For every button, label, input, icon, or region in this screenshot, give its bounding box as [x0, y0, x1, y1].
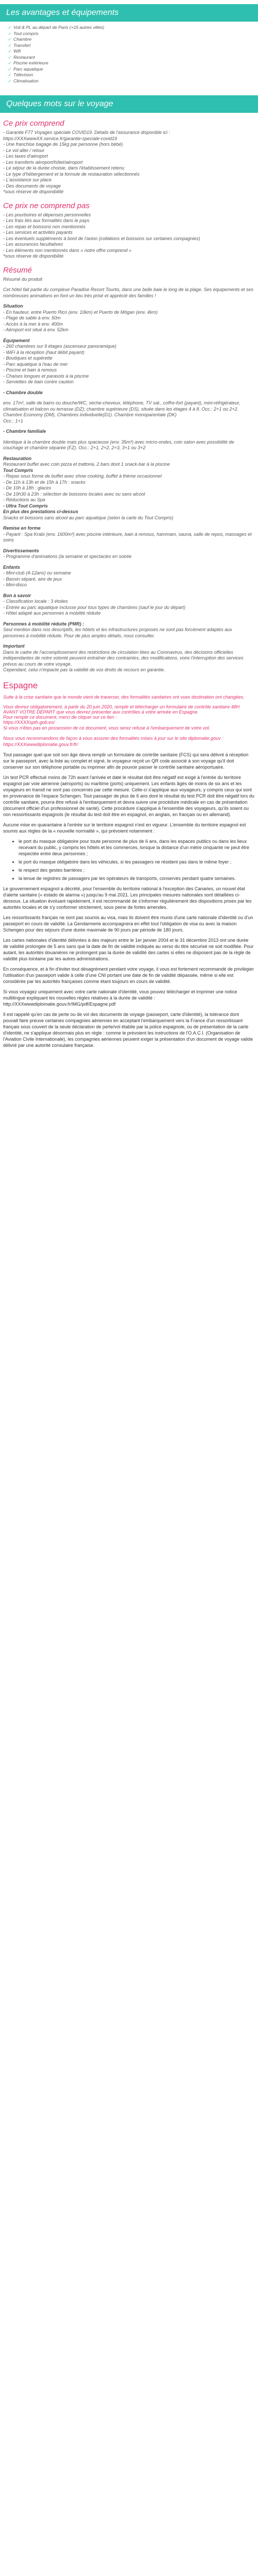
- situation-list: [3, 310, 255, 333]
- equipment-item: - Parc aquatique à l'eau de mer: [3, 361, 68, 367]
- price-include-item: - Le séjour de la durée choisie, dans l'établissement retenu: [3, 165, 124, 171]
- spain-alert-3: Pour remplir ce document, merci de cliquer sur ce lien :: [3, 714, 117, 720]
- situation-item: - En hauteur, entre Puerto Rico (env. 10km) et Puerto de Mógan (env. 4km): [3, 309, 158, 315]
- important-text-2: Cependant, celui n'impacte pas la validité de vos droits de recours en garantie.: [3, 667, 165, 672]
- equipment-item: - 260 chambres sur 9 étages (ascenseur panoramique): [3, 344, 117, 349]
- situation-item: - Accès à la mer à env. 400m: [3, 321, 63, 327]
- all-inclusive-item: - De 10h à 18h : glaces: [3, 485, 52, 490]
- price-exclude-item: - Les éléments non mentionnés dans « notre offre comprend »: [3, 247, 132, 253]
- ultra-subheading: En plus des prestations ci-dessus: [3, 509, 78, 514]
- spain-paragraph-3: Aucune mise en quarantaine à l'entrée sur le territoire espagnol n'est en vigueur. L'ensemble du territoire espagnol est soumis aux règles de la « nouvelle normalité », qui prévoient notamment :: [3, 822, 246, 834]
- situation-item: - Aéroport est situé à env. 52km: [3, 327, 69, 332]
- all-inclusive-list: [3, 473, 255, 503]
- equipment-item: - Piscine et bain à remous: [3, 367, 57, 372]
- price-include-item: https://XXXwwwXX.service.fr/garantie-speciale-covid19: [3, 135, 117, 141]
- kids-item: - Mini-club (4-12ans) ou semaine: [3, 570, 71, 575]
- all-inclusive-item: - De 11h à 13h et de 15h à 17h : snacks: [3, 479, 86, 485]
- advantage-item: ✓ Tout compris: [13, 31, 258, 37]
- rule-item: • le respect des gestes barrières ;: [19, 867, 255, 873]
- advantage-item: ✓ Transfert: [13, 43, 258, 49]
- good-to-know-list: [3, 599, 255, 617]
- words-banner: Quelques mots sur le voyage: [0, 95, 258, 113]
- restaurant-heading: Restauration: [3, 455, 32, 461]
- double-room-text: env. 17m², salle de bains ou douche/WC, sèche-cheveux, téléphone, TV sat., coffre-fort (payant), mini-réfrigérateur, climatisation et balcon ou terrasse (DZ); chambre supérieure (DS), située dans les étages 4 à 8. Occ.: 2+1 ou 2+2. Chambre Economy (DM), Chambres individuelle(D1). Chambre monoparentale (DK): [3, 400, 240, 417]
- spain-alert-2: Vous devrez obligatoirement, à partir du 20 juin 2020, remplir et télécharger un formulaire de contrôle sanitaire 48H AVANT VOTRE DÉPART que vous devrez présenter aux contrôles à votre arrivée en Espagne.: [3, 704, 240, 715]
- kids-item: - Mini-disco: [3, 582, 27, 587]
- price-include-item: - L'assistance sur place: [3, 177, 52, 182]
- pmr-text: Seul mention dans nos descriptifs, les hôtels et les infrastructures proposés ne sont pas forcément adaptés aux personnes à mobilité réduite. Pour de plus amples détails, nous consulter.: [3, 627, 232, 638]
- price-includes-list: [3, 130, 255, 195]
- price-include-item: *sous réserve de disponibilité: [3, 189, 64, 194]
- advantage-item: ✓ Télévision: [13, 72, 258, 78]
- price-exclude-item: *sous réserve de disponibilité: [3, 253, 64, 259]
- main-content: [0, 119, 258, 1048]
- price-include-item: - Des documents de voyage: [3, 183, 61, 189]
- spain-alert-1: Suite à la crise sanitaire que le monde vient de traverser, des formalités sanitaires ont vues destination ont changées.: [3, 694, 245, 700]
- advantage-item: ✓ Voil & PL au départ de Paris (+15 autres villes): [13, 25, 258, 31]
- kids-item: - Bassin séparé, aire de jeux: [3, 576, 62, 582]
- spain-alert-4: Si vous n'êtes pas en possession de ce document, vous serez refusé à l'embarquement de votre vol.: [3, 725, 211, 731]
- double-room-heading: - Chambre double: [3, 389, 43, 395]
- situation-heading: Situation: [3, 303, 23, 309]
- advantage-item: ✓ Chambre: [13, 37, 258, 43]
- restaurant-text: Restaurant buffet avec coin pizza et trattoria, 2 bars dont 1 snack-bar à la piscine: [3, 462, 170, 467]
- spain-paragraph-2: Un test PCR effectué moins de 72h avant l'arrivée et daté le résultat doit être négatif est exigé à l'entrée du territoire espagnol par voie aérienne (aéroports) ou maritime (ports) uniquement. Les enfants âgés de moins de six ans et les voyageurs en transit ne sont pas concernés par cette mesure. Celle-ci s'applique aux voyageurs, y compris ceux qui sont en provenance de l'espace Schengen. Tout passager de plus de 6 ans dont le résultat du test PCR doit être négatif lors du contrôle sanitaire, pourra être refusé à l'embarquement et devra suivre une procédure médicale en cas de présentation (document officiel d'un professionnel de santé). Cette procédure s'applique à l'ensemble des voyageurs, qu'ils soient ou non ressortissants espagnols (le résultat du test doit être en espagnol, en anglais, en français ou en allemand).: [3, 774, 254, 817]
- kids-heading: Enfants: [3, 564, 21, 570]
- advantages-list: [0, 25, 258, 84]
- price-exclude-item: - Les repas et boissons non mentionnés: [3, 224, 86, 229]
- all-inclusive-item: - De 10h30 à 23h : sélection de boissons locales avec ou sans alcool: [3, 491, 146, 497]
- spain-paragraph-9: Il est rappelé qu'en cas de perte ou de vol des documents de voyage (passeport, carte d'identité), la tolérance dont pouvait faire preuve certaines compagnies aériennes en acceptant l'embarquement vers la France d'un ressortissant français sous couvert de la seule déclaration de perte/vol établie par la police espagnole, ou de présentation de la carte d'identité, ne s'applique désormais plus en règle : comme le prévoient les instructions de l'O.A.C.I. (Organisation de l'Aviation Civile Internationale), les compagnies aériennes peuvent exiger la présentation d'un document de voyage valide délivré par une autorité consulaire française.: [3, 1011, 253, 1048]
- ultra-text: Snacks et boissons sans alcool au parc aquatique (selon la carte du Tout Compris): [3, 515, 173, 520]
- price-excludes-heading: Ce prix ne comprend pas: [3, 201, 90, 210]
- equipment-item: - Serviettes de bain contre caution: [3, 379, 74, 384]
- price-includes-heading: Ce prix comprend: [3, 119, 64, 128]
- kids-list: [3, 570, 255, 588]
- spain-paragraph-8: Si vous voyagez uniquement avec votre carte nationale d'identité, vous pouvez télécharger et imprimer une notice multilingue expliquant les nouvelles règles relatives à la durée de validité : http://XXXwwwdiplomatie.gouv.fr/IMG/pdf/Espagne.pdf: [3, 989, 237, 1007]
- wellness-text: - Payant : Spa Krabi (env. 1600m²) avec piscine intérieure, bain à remous, hammam, sauna, salle de repos, massages et soins: [3, 531, 252, 543]
- equipment-heading: Équipement: [3, 337, 30, 343]
- ultra-heading: - Ultra Tout Compris: [3, 503, 48, 509]
- good-to-know-heading: Bon à savoir: [3, 592, 31, 598]
- price-excludes-list: [3, 212, 255, 260]
- summary-heading: Résumé: [3, 265, 32, 275]
- all-inclusive-heading: Tout Compris: [3, 467, 34, 473]
- spain-heading: Espagne: [3, 680, 38, 690]
- price-include-item: - Une franchise bagage de 15kg par personne (hors bébé): [3, 142, 123, 147]
- equipment-list: [3, 344, 255, 385]
- equipment-item: - Boutiques et supérette: [3, 355, 53, 361]
- price-include-item: - Le type d'hébergement et la formule de restauration sélectionnés: [3, 171, 140, 177]
- rule-item: • le port du masque obligatoire pour toute personne de plus de 6 ans, dans les espaces publics ou dans les lieux recevant du public, y compris les hôtels et les commerces, lorsque la distance d'un mètre cinquante ne peut être respectée entre deux personnes ;: [19, 838, 255, 857]
- price-exclude-item: - Les assurances facultatives: [3, 242, 63, 247]
- family-room-heading: - Chambre familiale: [3, 429, 46, 434]
- price-exclude-item: - Les pourboires et dépenses personnelles: [3, 212, 91, 217]
- wellness-heading: Remise en forme: [3, 526, 41, 531]
- good-to-know-item: - Entrée au parc aquatique inclusse pour tous types de chambres (sauf le jour du départ): [3, 604, 186, 610]
- pmr-heading: Personnes à mobilité réduite (PMR) :: [3, 621, 85, 626]
- spain-paragraph-1: Tout passager quel que soit son âge devra remplir un formulaire de contrôle sanitaire (FCS) qui sera délivré à réception sur le passeport, avec la liste au complet et signé, le voyageur reçoit un QR code associé à son voyage qu'il doit conserver sur son téléphone portable ou imprimer afin de pouvoir passer le contrôle sanitaire aéroportuaire.: [3, 752, 249, 770]
- price-exclude-item: - Les frais liés aux formalités dans le pays: [3, 218, 90, 223]
- summary-intro: Résumé du produit: [3, 276, 43, 282]
- equipment-item: - Chaises longues et parasols à la piscine: [3, 373, 89, 379]
- rule-item: • le port du masque obligatoire dans les véhicules, si les passagers ne résident pas dans le même foyer ;: [19, 859, 255, 865]
- spain-alert-5: Nous vous recommandons de façon à vous assurer des formalités mises à jour sur le site diplomatie.gouv : https://XXXwwwdiplomatie.gouv.fr/fr/: [3, 735, 223, 747]
- family-room-text: Identique à la chambre double mais plus spacieuse (env. 35m²) avec micro-ondes, coin salon avec possibilité de couchage et chambre séparée (FZ). Occ.: 2+1, 2+2, 2+3, 3+1 ou 3+2: [3, 439, 234, 450]
- advantage-item: ✓ Restaurant: [13, 55, 258, 61]
- all-inclusive-item: - Repas sous forme de buffet avec show cooking, buffet à thème occasionnel: [3, 473, 162, 479]
- summary-paragraph: Cet hôtel fait partie du complexe Paradise Resort Tourtis, dans une belle baie le long de la plage. Ses équipements et ses nombreuses animations en font un lieu très prisé et apprécié des familles !: [3, 287, 253, 298]
- all-inclusive-item: - Réductions au Spa: [3, 497, 45, 502]
- double-room-occupancy: Occ.: 1+1: [3, 418, 23, 423]
- situation-item: - Plage de sable à env. 50m: [3, 315, 61, 320]
- price-include-item: - Le vol aller / retour: [3, 147, 45, 153]
- advantage-item: ✓ Parc aquatique: [13, 66, 258, 73]
- good-to-know-item: - Classification locale : 3 étoiles: [3, 599, 68, 604]
- spain-form-link[interactable]: https://XXXXspth.gob.es/: [3, 719, 55, 725]
- important-text-1: Dans le cadre de l'accomplissement des restrictions de circulation liées au Coronavirus, des décisions officielles indépendantes de notre volonté peuvent entraîner des contraintes, des modifications, voire l'interruption des services prévus au cours de votre voyage.: [3, 649, 244, 667]
- price-exclude-item: - Les services et activités payants: [3, 230, 73, 235]
- equipment-item: - WiFi à la réception (haut débit payant): [3, 349, 85, 355]
- price-include-item: - Garantie F77 Voyages spéciale COVID19. Détails de l'assurance disponible ici :: [3, 130, 170, 135]
- spain-paragraph-4: Le gouvernement espagnol a décrété, pour l'ensemble du territoire national à l'exception des Canaries, un nouvel état d'alerte sanitaire (« estado de alarma ») jusqu'au 9 mai 2021. Les principales mesures nationales sont détaillées ci-dessous. La situation évoluant rapidement, il est recommandé de s'informer régulièrement des dispositions prises par les autorités locales et de s'y conformer strictement, sous peine de fortes amendes.: [3, 886, 252, 910]
- spain-paragraph-6: Les cartes nationales d'identité délivrées à des majeurs entre le 1er janvier 2004 et le 31 décembre 2013 ont une durée de validité prolongée de 5 ans sans que la date de fin de validité indiquée au verso du titre sécurisé ne soit modifiée. Pour autant, les autorités douanières ne prolongent pas la durée de validité des cartes si elles ne disposent pas de la règle de validité plus lointaine par les autres administrations.: [3, 937, 254, 961]
- entertainment-text: - Programme d'animations (la semaine et spectacles en soirée: [3, 554, 132, 559]
- advantages-banner: Les avantages et équipements: [0, 4, 258, 22]
- advantage-item: ✓ Wifi: [13, 48, 258, 55]
- rule-item: • la tenue de registres de passagers par les opérateurs de transports, conservés pendant quatre semaines.: [19, 875, 255, 882]
- price-exclude-item: - Les éventuels suppléments à bord de l'avion (collations et boissons sur certaines compagnies): [3, 235, 200, 241]
- price-include-item: - Les transferts aéroport/hôtel/aéroport: [3, 159, 83, 165]
- price-include-item: - Les taxes d'aéroport: [3, 154, 48, 159]
- important-heading: Important: [3, 643, 25, 649]
- spain-paragraph-5: Les ressortissants français ne sont pas soumis au visa, mais ils doivent être munis d'une carte nationale d'identité ou d'un passeport en cours de validité. La Gendarmerie accompagnera en effet tout l'obligation de visa ou avec la maison Schengen pour des séjours d'une durée maximale de 90 jours par période de 180 jours.: [3, 914, 253, 933]
- spain-paragraph-7: En conséquence, et à fin d'éviter tout désagrément pendant votre voyage, il vous est fortement recommandé de privilégier l'utilisation d'un passeport valide à celle d'une CNI portant une date de fin de validité dépassée, même si elle est considérée par les autorités françaises comme étant toujours en cours de validité.: [3, 966, 254, 984]
- good-to-know-item: - Hôtel adapté aux personnes à mobilité réduite: [3, 611, 101, 616]
- advantage-item: ✓ Piscine extérieure: [13, 60, 258, 66]
- entertainment-heading: Divertissements: [3, 548, 39, 553]
- spain-rules-list: [3, 838, 255, 882]
- advantage-item: ✓ Climatisation: [13, 78, 258, 84]
